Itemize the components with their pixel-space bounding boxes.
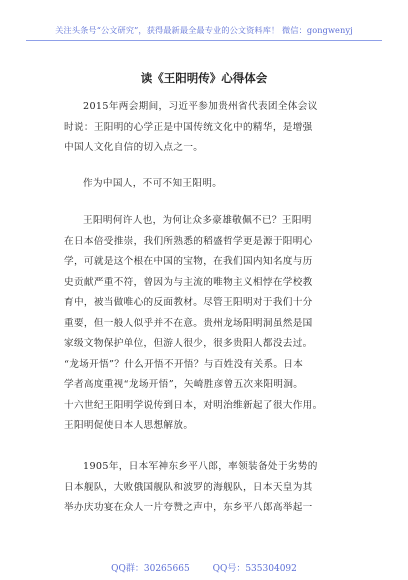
footer-qq-number: QQ号：535304092 — [212, 564, 297, 574]
paragraph-2 — [64, 174, 354, 195]
paragraph-line: 作为中国人，不可不知王阳明。 — [83, 178, 223, 189]
paragraph-line: “龙场开悟”？什么开悟不开悟？与百姓没有关系。日本 — [64, 358, 304, 370]
paragraph-line: 学，可就是这个根在中国的宝物，在我们国内知名度与历 — [64, 256, 313, 267]
paragraph-line: 十六世纪王阳明学说传到日本，对明治维新起了很大作用。 — [64, 399, 323, 411]
footer-qq-group: QQ群：30265665 — [111, 564, 190, 574]
page-footer — [0, 561, 408, 574]
paragraph-line: 王阳明促使日本人思想解放。 — [64, 420, 194, 431]
paragraph-line: 家级文物保护单位，但游人很少，很多贵阳人都没去过。 — [64, 338, 313, 349]
paragraph-line: 重要，但一般人似乎并不在意。贵州龙场阳明洞虽然是国 — [64, 317, 313, 329]
paragraph-line: 举办庆功宴在众人一片夸赞之声中，东乡平八郎高举起一 — [64, 502, 313, 513]
paragraph-line: 在日本倍受推崇，我们所熟悉的稻盛哲学更是源于阳明心 — [64, 235, 313, 247]
paragraph-line: 时说：王阳明的心学正是中国传统文化中的精华，是增强 — [64, 121, 313, 133]
paragraph-line: 史贡献严重不符，曾因为与主流的唯物主义相悖在学校教 — [64, 276, 313, 288]
paragraph-line: 1905年，日本军神东乡平八郎，率领装备处于劣势的 — [83, 461, 318, 472]
paragraph-line: 2015年两会期间，习近平参加贵州省代表团全体会议 — [83, 101, 318, 112]
paragraph-line: 王阳明何许人也，为何让众多豪雄敬佩不已？王阳明 — [83, 215, 312, 226]
paragraph-4 — [64, 457, 354, 519]
paragraph-line: 育中，被当做唯心的反面教材。尽管王阳明对于我们十分 — [64, 297, 313, 308]
paragraph-1 — [64, 97, 354, 159]
header-promo-text: 关注头条号“公文研究”，获得最新最全最专业的公文资料库！ 微信：gongwenyj — [55, 25, 353, 35]
paragraph-line: 日本舰队，大败俄国舰队和波罗的海舰队，日本天皇为其 — [64, 481, 313, 493]
document-title: 读《王阳明传》心得体会 — [140, 71, 268, 85]
paragraph-3 — [64, 211, 354, 437]
page-header — [0, 0, 408, 40]
paragraph-line: 学者高度重视“龙场开悟”，矢崎胜彦曾五次来阳明洞。 — [64, 379, 304, 390]
paragraph-line: 中国人文化自信的切入点之一。 — [64, 142, 204, 153]
header-divider — [26, 40, 382, 41]
